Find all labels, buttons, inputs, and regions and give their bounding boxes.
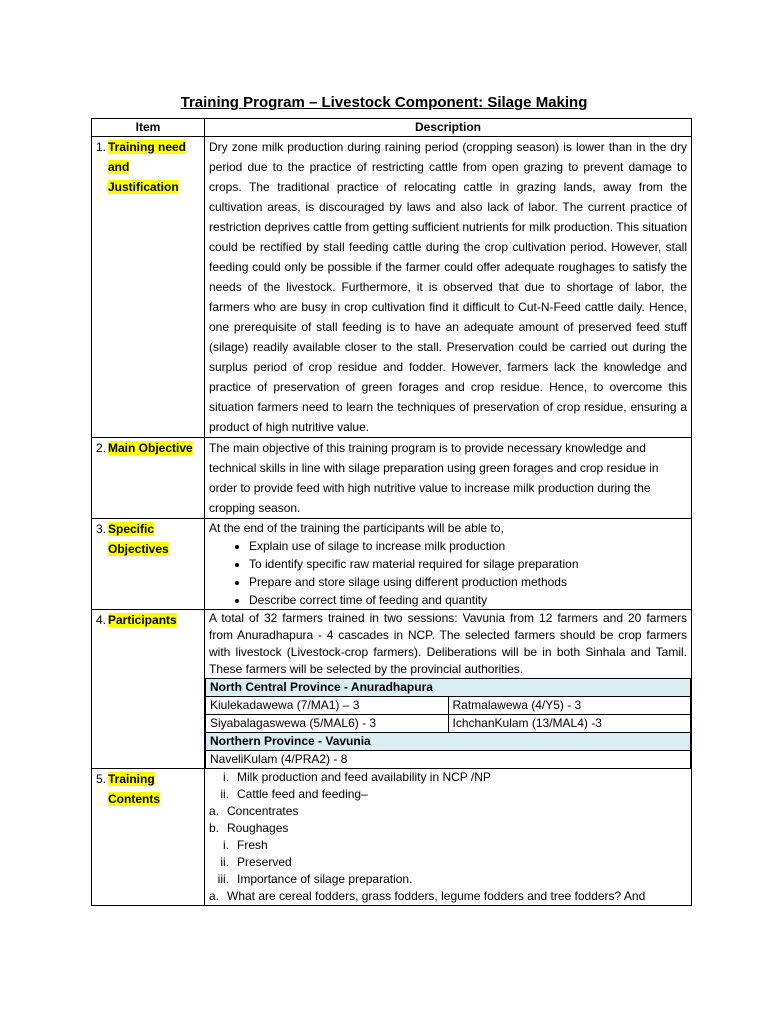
item-cell <box>92 438 205 519</box>
list-item <box>205 820 691 837</box>
list-item <box>205 769 691 786</box>
table-row <box>92 519 692 610</box>
table-cell: Kiulekadawewa (7/MA1) – 3 <box>206 697 449 715</box>
item-cell <box>92 769 205 906</box>
table-header-row <box>92 119 692 137</box>
item-label: Participants <box>108 613 177 627</box>
list-item <box>205 837 691 854</box>
item-number: 4. <box>96 613 107 627</box>
participants-table <box>205 678 691 768</box>
item-cell <box>92 519 205 610</box>
table-cell: NaveliKulam (4/PRA2) - 8 <box>206 751 691 769</box>
item-header: Item <box>92 119 205 137</box>
item-label: Training need and Justification <box>108 140 187 194</box>
training-table <box>91 118 692 906</box>
table-cell: IchchanKulam (13/MAL4) -3 <box>448 715 691 733</box>
description-cell: The main objective of this training program is to provide necessary knowledge and technical skills in line with silage preparation using green forages and crop residue in order to provide feed with high nutritive value to increase milk production during the cropping season. <box>205 438 692 519</box>
list-text: Milk production and feed availability in NCP /NP <box>237 770 491 784</box>
list-item <box>205 888 691 905</box>
list-marker: ii. <box>220 787 229 801</box>
table-cell: Siyabalagaswewa (5/MAL6) - 3 <box>206 715 449 733</box>
list-item: • To identify specific raw material required for silage preparation <box>249 555 687 573</box>
list-marker: a. <box>209 889 220 903</box>
list-text: Concentrates <box>227 804 299 818</box>
table-row <box>92 610 692 769</box>
objectives-intro: At the end of the training the participants will be able to, <box>209 521 504 535</box>
table-row <box>92 438 692 519</box>
list-marker: i. <box>223 770 229 784</box>
province-header: Northern Province - Vavunia <box>206 733 691 751</box>
list-item <box>205 803 691 820</box>
description-cell: Dry zone milk production during raining period (cropping season) is lower than in the dry period due to the practice of restricting cattle from open grazing to prevent damage to crops. The traditional practice of relocating cattle in grazing lands, away from the cultivation areas, is discouraged by laws and also lack of labor. The current practice of restriction deprives cattle from getting sufficient nutrients for milk production. This situation could be rectified by stall feeding cattle during the crop cultivation period. However, stall feeding could only be possible if the farmer could offer adequate roughages to satisfy the needs of the livestock. Furthermore, it is observed that due to shortage of labor, the farmers who are busy in crop cultivation find it difficult to Cut-N-Feed cattle daily. Hence, one prerequisite of stall feeding is to have an adequate amount of preserved feed stuff (silage) readily available closer to the stall. Preservation could be carried out during the surplus period of crop residue and fodder. However, farmers lack the knowledge and practice of preservation of green forages and crop residue. Hence, to overcome this situation farmers need to learn the techniques of preservation of crop residue, ensuring a product of high nutritive value. <box>205 137 692 438</box>
list-text: Importance of silage preparation. <box>237 872 413 886</box>
list-item <box>205 871 691 888</box>
list-item: • Prepare and store silage using different production methods <box>249 573 687 591</box>
description-cell <box>205 769 692 906</box>
list-marker: i. <box>223 838 229 852</box>
list-item: • Explain use of silage to increase milk production <box>249 537 687 555</box>
list-item <box>205 786 691 803</box>
item-label: Specific Objectives <box>108 522 169 556</box>
province-header: North Central Province - Anuradhapura <box>206 679 691 697</box>
description-header: Description <box>205 119 692 137</box>
list-text: Fresh <box>237 838 268 852</box>
list-text: Roughages <box>227 821 289 835</box>
item-number: 2. <box>96 441 107 455</box>
list-marker: a. <box>209 804 220 818</box>
page-title: Training Program – Livestock Component: Silage Making <box>180 94 588 111</box>
list-marker: ii. <box>220 855 229 869</box>
list-marker: iii. <box>217 872 229 886</box>
item-number: 3. <box>96 522 107 536</box>
training-contents-list <box>205 769 691 905</box>
objectives-list <box>209 537 687 609</box>
list-text: Preserved <box>237 855 292 869</box>
item-number: 1. <box>96 140 107 154</box>
item-label: Training Contents <box>108 772 160 806</box>
list-marker: b. <box>209 821 220 835</box>
table-row <box>92 769 692 906</box>
list-text: What are cereal fodders, grass fodders, legume fodders and tree fodders? And <box>227 889 646 903</box>
list-text: Cattle feed and feeding– <box>237 787 368 801</box>
table-row <box>92 137 692 438</box>
list-item <box>205 854 691 871</box>
description-cell <box>205 519 692 610</box>
item-cell <box>92 610 205 769</box>
list-item: • Describe correct time of feeding and quantity <box>249 591 687 609</box>
table-cell: Ratmalawewa (4/Y5) - 3 <box>448 697 691 715</box>
participants-text: A total of 32 farmers trained in two sessions: Vavunia from 12 farmers and 20 farmers from Anuradhapura - 4 cascades in NCP. The selected farmers should be crop farmers with livestock (Livestock-crop farmers). Deliberations will be in both Sinhala and Tamil. These farmers will be selected by the provincial authorities. <box>209 611 687 676</box>
description-cell <box>205 610 692 769</box>
item-number: 5. <box>96 772 107 786</box>
item-cell <box>92 137 205 438</box>
item-label: Main Objective <box>108 441 193 455</box>
